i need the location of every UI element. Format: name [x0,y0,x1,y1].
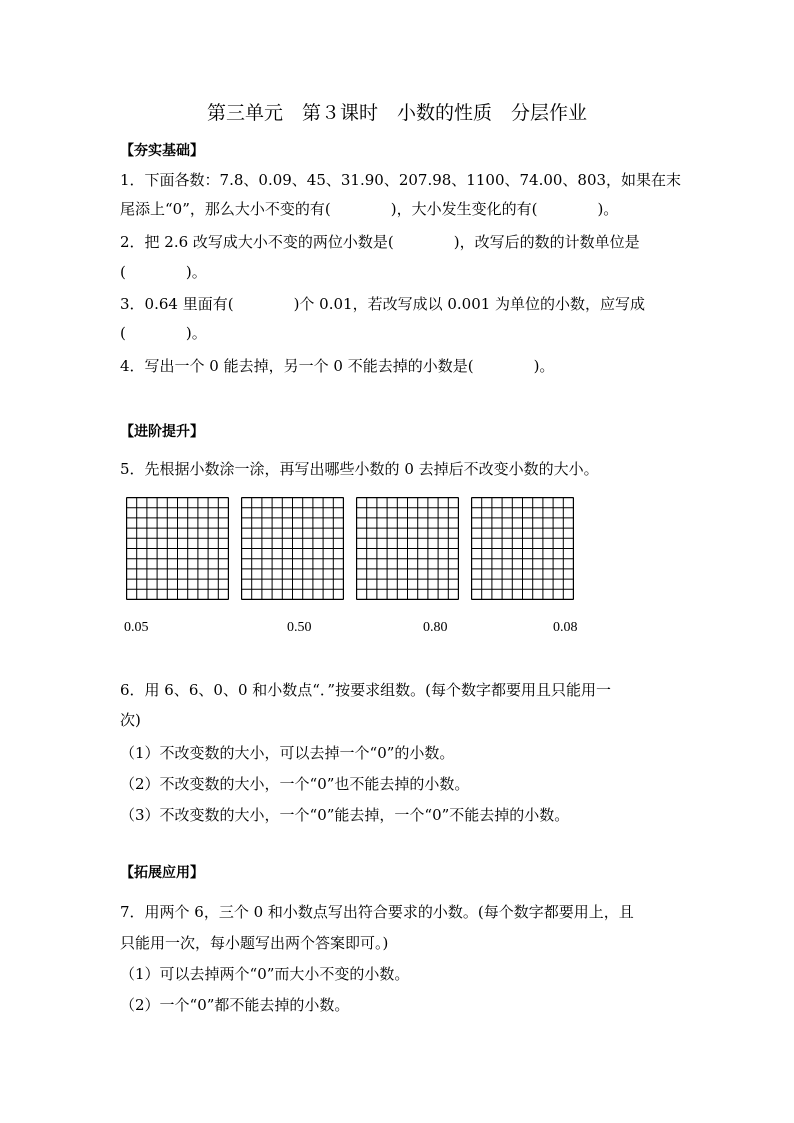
q3-text-c: ( [120,324,126,342]
grid-label-3: 0.80 [423,620,448,635]
grid-svg [471,497,574,600]
section-advanced-heading: 【进阶提升】 [120,424,204,440]
q3-text-b: )个 0.01，若改写成以 0.001 为单位的小数，应写成 [293,295,646,313]
hundred-grid-3[interactable] [356,497,459,600]
q7-sub2: （2）一个“0”都不能去掉的小数。 [120,996,350,1014]
q6-sub3: （3）不改变数的大小，一个“0”能去掉，一个“0”不能去掉的小数。 [120,806,570,824]
grid-label-2: 0.50 [287,620,312,635]
grid-label-1: 0.05 [124,620,149,635]
q2-text-b: )，改写后的数的计数单位是 [453,233,640,251]
grid-svg [126,497,229,600]
q6-sub1: （1）不改变数的大小，可以去掉一个“0”的小数。 [120,744,455,762]
q3-line1 [120,294,645,314]
q3-line2 [120,323,207,343]
q2-text-c: ( [120,263,126,281]
q7-line2: 只能用一次，每小题写出两个答案即可。) [120,934,389,952]
q6-line2: 次) [120,711,141,729]
q3-text-a: 3．0.64 里面有( [120,295,234,313]
q2-line1 [120,232,640,252]
q6-sub2: （2）不改变数的大小，一个“0”也不能去掉的小数。 [120,775,470,793]
q1-text-c: )。 [597,200,619,218]
q1-line1: 1．下面各数：7.8、0.09、45、31.90、207.98、1100、74.00、803，如果在末 [120,171,682,189]
q7-sub1: （1）可以去掉两个“0”而大小不变的小数。 [120,965,410,983]
section-extend-heading: 【拓展应用】 [120,865,204,881]
hundred-grid-1[interactable] [126,497,229,600]
section-basic-heading: 【夯实基础】 [120,143,204,159]
q2-text-a: 2．把 2.6 改写成大小不变的两位小数是( [120,233,394,251]
q4-text-b: )。 [533,357,555,375]
q1-text-b: )，大小发生变化的有( [390,200,538,218]
q1-text-a: 尾添上“0”，那么大小不变的有( [120,200,331,218]
q2-line2 [120,262,207,282]
q4-text-a: 4．写出一个 0 能去掉，另一个 0 不能去掉的小数是( [120,357,474,375]
q3-text-d: )。 [185,324,207,342]
hundred-grid-2[interactable] [241,497,344,600]
grid-svg [356,497,459,600]
q4-line1 [120,356,554,376]
q1-line2 [120,199,618,219]
hundred-grid-4[interactable] [471,497,574,600]
q6-line1: 6．用 6、6、0、0 和小数点“．”按要求组数。(每个数字都要用且只能用一 [120,681,611,699]
page-title: 第三单元 第３课时 小数的性质 分层作业 [206,102,587,124]
grid-svg [241,497,344,600]
q7-line1: 7．用两个 6，三个 0 和小数点写出符合要求的小数。(每个数字都要用上，且 [120,903,634,921]
grid-label-4: 0.08 [553,620,578,635]
q2-text-d: )。 [185,263,207,281]
q5-text: 5．先根据小数涂一涂，再写出哪些小数的 0 去掉后不改变小数的大小。 [120,460,599,478]
